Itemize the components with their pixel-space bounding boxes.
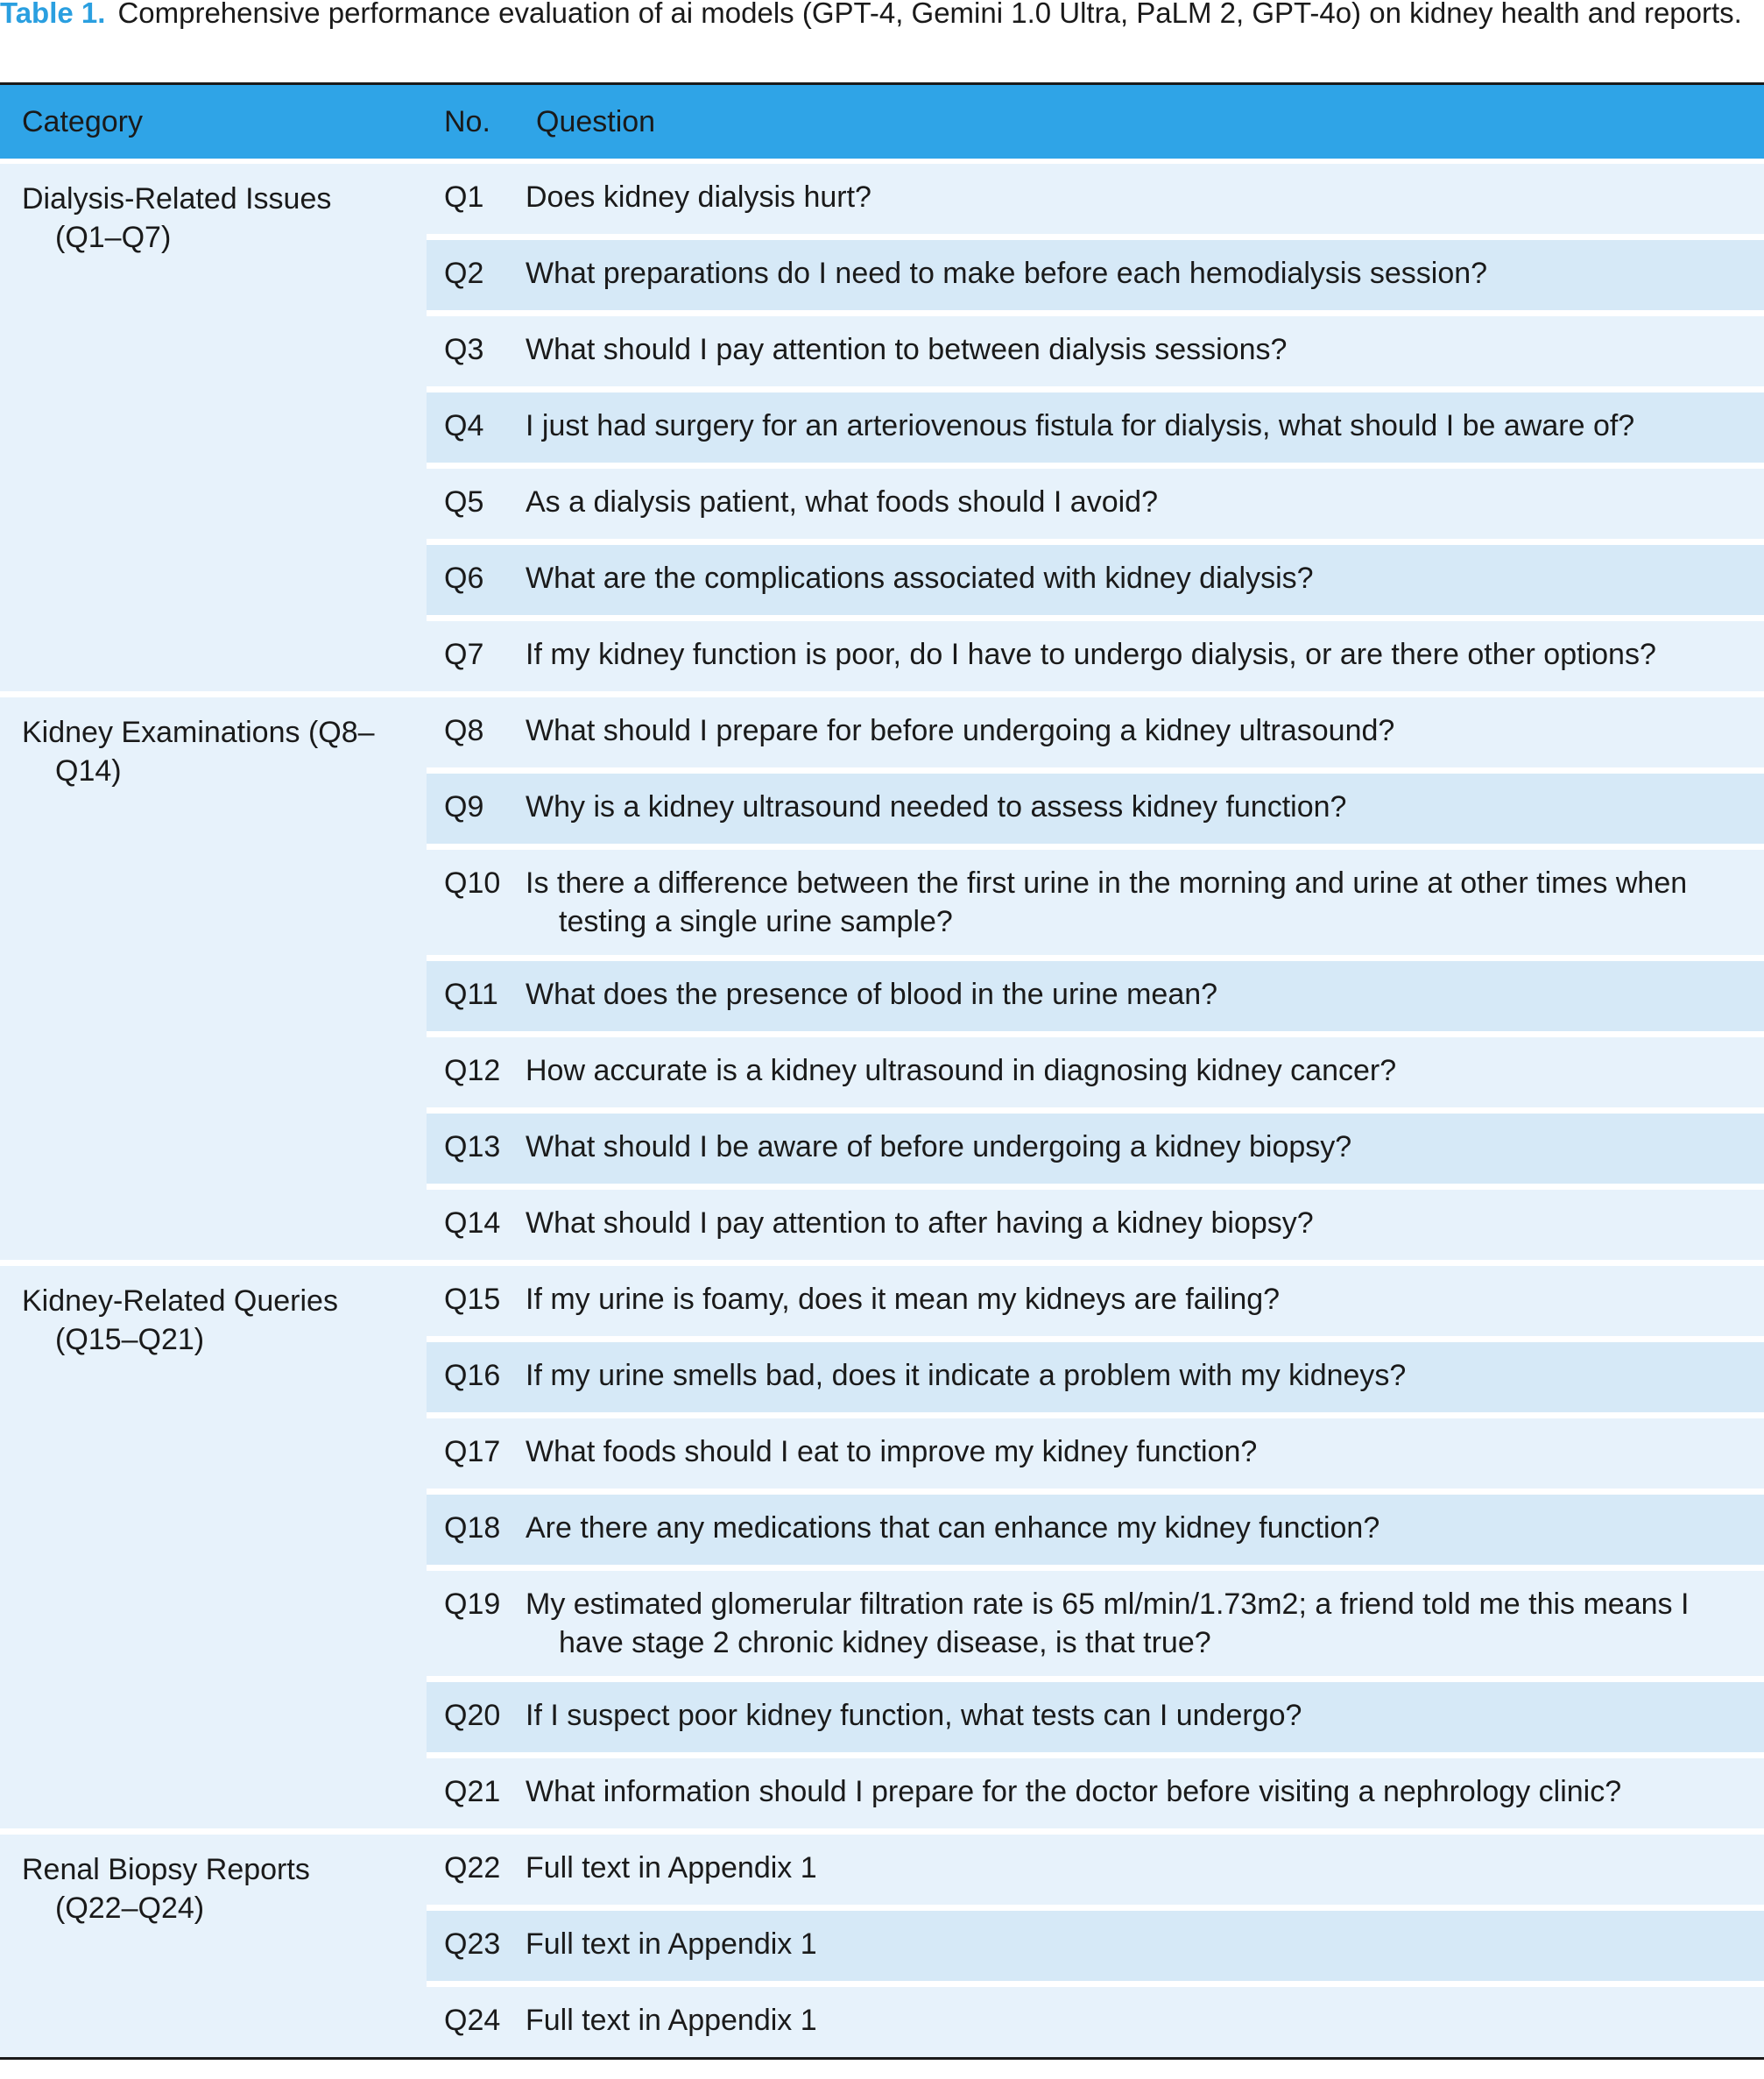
question-text: Full text in Appendix 1 xyxy=(526,1927,817,1961)
question-number: Q8 xyxy=(444,714,484,747)
question-text: If my urine is foamy, does it mean my kidneys are failing? xyxy=(526,1283,1281,1316)
table-row xyxy=(427,545,1764,621)
question-cell xyxy=(526,961,1764,1031)
question-text: What does the presence of blood in the urine mean? xyxy=(526,978,1218,1011)
question-cell xyxy=(526,774,1764,844)
table-row xyxy=(427,1114,1764,1190)
question-number: Q22 xyxy=(444,1851,501,1885)
question-number: Q9 xyxy=(444,790,484,824)
question-cell xyxy=(526,1911,1764,1981)
table-row xyxy=(427,1190,1764,1260)
table-row xyxy=(427,392,1764,469)
question-number: Q1 xyxy=(444,180,484,214)
question-cell xyxy=(526,545,1764,615)
table-row xyxy=(427,1758,1764,1828)
question-text: As a dialysis patient, what foods should I avoid? xyxy=(526,485,1158,519)
question-number: Q7 xyxy=(444,638,484,671)
table-row xyxy=(427,850,1764,961)
category-label: Kidney-Related Queries (Q15–Q21) xyxy=(22,1284,338,1356)
question-number: Q3 xyxy=(444,333,484,366)
question-text: I just had surgery for an arteriovenous fistula for dialysis, what should I be aware of? xyxy=(526,409,1635,442)
table-row xyxy=(427,961,1764,1037)
question-number: Q13 xyxy=(444,1130,501,1163)
table-row xyxy=(427,1911,1764,1987)
table-row xyxy=(427,1835,1764,1911)
question-cell xyxy=(526,1266,1764,1336)
question-cell xyxy=(526,1987,1764,2057)
question-number: Q6 xyxy=(444,562,484,595)
question-cell xyxy=(526,1758,1764,1828)
question-number: Q17 xyxy=(444,1435,501,1468)
category-cell xyxy=(0,1835,427,2057)
question-number: Q16 xyxy=(444,1359,501,1392)
question-cell xyxy=(526,1190,1764,1260)
question-number: Q4 xyxy=(444,409,484,442)
question-number: Q23 xyxy=(444,1927,501,1961)
question-number: Q5 xyxy=(444,485,484,519)
header-question: Question xyxy=(536,104,656,138)
question-cell xyxy=(526,469,1764,539)
table-row xyxy=(427,697,1764,774)
question-number: Q2 xyxy=(444,257,484,290)
category-label: Dialysis-Related Issues (Q1–Q7) xyxy=(22,182,332,254)
question-cell xyxy=(526,1682,1764,1752)
question-text: Full text in Appendix 1 xyxy=(526,2004,817,2037)
table-row xyxy=(427,1342,1764,1418)
question-text: Is there a difference between the first urine in the morning and urine at other times when testing a single urine sample? xyxy=(526,866,1688,938)
table-row xyxy=(427,1682,1764,1758)
question-cell xyxy=(526,1835,1764,1905)
table-caption xyxy=(0,0,1752,33)
table-row xyxy=(427,469,1764,545)
question-text: Full text in Appendix 1 xyxy=(526,1851,817,1885)
question-number: Q21 xyxy=(444,1775,501,1808)
category-group xyxy=(0,164,1764,697)
question-text: What foods should I eat to improve my kidney function? xyxy=(526,1435,1258,1468)
question-text: My estimated glomerular filtration rate is 65 ml/min/1.73m2; a friend told me this means I have stage 2 chronic kidney disease, is that true? xyxy=(526,1588,1690,1659)
question-number: Q10 xyxy=(444,866,501,900)
question-cell xyxy=(526,850,1764,955)
question-rows xyxy=(427,1266,1764,1828)
table-row xyxy=(427,621,1764,691)
table-body xyxy=(0,164,1764,2057)
table-row xyxy=(427,1495,1764,1571)
question-number: Q15 xyxy=(444,1283,501,1316)
table-row xyxy=(427,1571,1764,1682)
table-header xyxy=(0,85,1764,164)
category-label: Renal Biopsy Reports (Q22–Q24) xyxy=(22,1853,310,1925)
question-text: If I suspect poor kidney function, what tests can I undergo? xyxy=(526,1699,1302,1732)
question-text: What should I pay attention to between dialysis sessions? xyxy=(526,333,1288,366)
question-text: Does kidney dialysis hurt? xyxy=(526,180,871,214)
question-text: Are there any medications that can enhance my kidney function? xyxy=(526,1511,1380,1545)
question-text: What should I be aware of before undergoing a kidney biopsy? xyxy=(526,1130,1352,1163)
category-cell xyxy=(0,697,427,1260)
question-rows xyxy=(427,164,1764,691)
question-text: If my urine smells bad, does it indicate a problem with my kidneys? xyxy=(526,1359,1407,1392)
question-number: Q19 xyxy=(444,1588,501,1621)
category-label: Kidney Examinations (Q8–Q14) xyxy=(22,716,375,788)
question-cell xyxy=(526,1037,1764,1107)
questions-table xyxy=(0,82,1764,2060)
question-number: Q18 xyxy=(444,1511,501,1545)
question-cell xyxy=(526,1495,1764,1565)
table-label: Table 1. xyxy=(0,0,106,29)
header-category: Category xyxy=(22,104,143,138)
question-cell xyxy=(526,697,1764,767)
question-text: What should I prepare for before undergoing a kidney ultrasound? xyxy=(526,714,1395,747)
table-row xyxy=(427,1987,1764,2057)
question-cell xyxy=(526,1418,1764,1489)
question-text: Why is a kidney ultrasound needed to assess kidney function? xyxy=(526,790,1347,824)
question-text: What preparations do I need to make before each hemodialysis session? xyxy=(526,257,1488,290)
question-text: If my kidney function is poor, do I have to undergo dialysis, or are there other options? xyxy=(526,638,1656,671)
category-group xyxy=(0,1266,1764,1835)
category-group xyxy=(0,697,1764,1266)
question-number: Q24 xyxy=(444,2004,501,2037)
table-row xyxy=(427,240,1764,316)
table-row xyxy=(427,1266,1764,1342)
question-cell xyxy=(526,316,1764,386)
table-row xyxy=(427,1037,1764,1114)
question-text: How accurate is a kidney ultrasound in diagnosing kidney cancer? xyxy=(526,1054,1397,1087)
question-text: What information should I prepare for the doctor before visiting a nephrology clinic? xyxy=(526,1775,1622,1808)
category-cell xyxy=(0,164,427,691)
category-group xyxy=(0,1835,1764,2057)
question-cell xyxy=(526,621,1764,691)
question-number: Q12 xyxy=(444,1054,501,1087)
caption-text: Comprehensive performance evaluation of ai models (GPT-4, Gemini 1.0 Ultra, PaLM 2, GPT-4o) on kidney health and reports. xyxy=(117,0,1742,29)
table-row xyxy=(427,774,1764,850)
question-text: What should I pay attention to after having a kidney biopsy? xyxy=(526,1206,1314,1240)
question-rows xyxy=(427,1835,1764,2057)
question-cell xyxy=(526,1342,1764,1412)
question-cell xyxy=(526,1571,1764,1676)
question-cell xyxy=(526,392,1764,463)
question-cell xyxy=(526,164,1764,234)
question-cell xyxy=(526,240,1764,310)
question-text: What are the complications associated with kidney dialysis? xyxy=(526,562,1314,595)
question-rows xyxy=(427,697,1764,1260)
question-number: Q14 xyxy=(444,1206,501,1240)
question-number: Q11 xyxy=(444,978,498,1011)
table-row xyxy=(427,1418,1764,1495)
table-row xyxy=(427,164,1764,240)
question-number: Q20 xyxy=(444,1699,501,1732)
table-row xyxy=(427,316,1764,392)
header-no: No. xyxy=(444,104,490,138)
question-cell xyxy=(526,1114,1764,1184)
category-cell xyxy=(0,1266,427,1828)
